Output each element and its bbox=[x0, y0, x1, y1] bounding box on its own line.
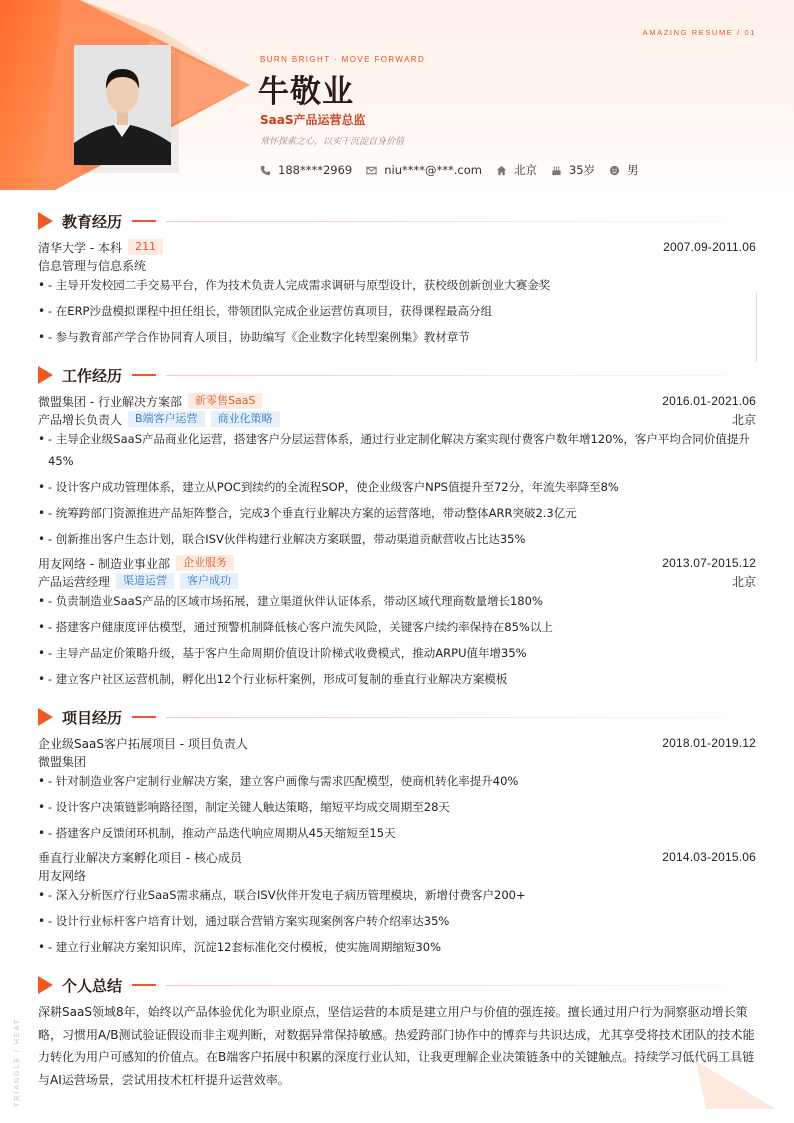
city-text: 北京 bbox=[513, 163, 537, 177]
section-dash bbox=[132, 220, 156, 222]
section-work bbox=[38, 365, 756, 385]
list-item: • - 主导企业级SaaS产品商业化运营，搭建客户分层运营体系，通过行业定制化解决方案实现付费客户数年增120%，客户平均合同价值提升45% bbox=[38, 428, 756, 472]
job-role-row bbox=[38, 573, 756, 589]
section-dash bbox=[132, 716, 156, 718]
school-tag: 211 bbox=[128, 239, 163, 255]
section-arrow-icon bbox=[38, 708, 53, 726]
contact-gender bbox=[609, 162, 639, 178]
job-city: 北京 bbox=[731, 574, 756, 589]
summary-text: 深耕SaaS领域8年，始终以产品体验优化为职业原点，坚信运营的本质是建立用户与价值的强连接。擅长通过用户行为洞察驱动增长策略，习惯用A/B测试验证假设而非主观判断，对数据异常保持敏感。热爱跨部门协作中的博弈与共识达成，尤其享受将技术团队的技术能力转化为用户可感知的价值点。在B端客户拓展中积累的深度行业认知，让我更理解企业决策链条中的关键触点。持续学习低代码工具链与AI运营场景，尝试用技术杠杆提升运营效率。 bbox=[38, 1005, 755, 1087]
project-org-row bbox=[38, 867, 756, 883]
role-tag: 渠道运营 bbox=[116, 573, 174, 589]
section-dash bbox=[132, 984, 156, 986]
job-role-row bbox=[38, 411, 756, 427]
job-date: 2016.01-2021.06 bbox=[662, 394, 756, 408]
job-city: 北京 bbox=[731, 412, 756, 427]
phone-icon bbox=[260, 165, 271, 176]
job-role: 产品运营经理 bbox=[38, 574, 111, 589]
corner-decoration bbox=[696, 1061, 776, 1111]
job-role: 产品增长负责人 bbox=[38, 412, 123, 427]
side-watermark: TRIANGLE / HEAT bbox=[14, 1018, 21, 1107]
role-tag: 商业化策略 bbox=[211, 411, 280, 427]
project-header bbox=[38, 849, 756, 865]
section-line bbox=[166, 375, 726, 376]
section-title: 工作经历 bbox=[62, 366, 123, 385]
project-org: 用友网络 bbox=[38, 868, 87, 883]
contact-city bbox=[496, 162, 537, 178]
section-line bbox=[166, 985, 726, 986]
list-item: • - 搭建客户反馈闭环机制，推动产品迭代响应周期从45天缩短至15天 bbox=[38, 822, 756, 844]
profile-photo bbox=[74, 45, 171, 165]
cake-icon bbox=[551, 165, 562, 176]
list-item: • - 设计行业标杆客户培育计划，通过联合营销方案实现案例客户转介绍率达35% bbox=[38, 910, 756, 932]
education-header bbox=[38, 239, 756, 255]
project-date: 2014.03-2015.06 bbox=[662, 850, 756, 864]
avatar-icon bbox=[74, 45, 171, 165]
project-header bbox=[38, 735, 756, 751]
role-tag: 客户成功 bbox=[180, 573, 238, 589]
age-text: 35岁 bbox=[568, 163, 596, 177]
resume-tag: AMAZING RESUME / 01 bbox=[642, 28, 756, 37]
list-item: • - 主导产品定价策略升级，基于客户生命周期价值设计阶梯式收费模式，推动ARPU值年增35% bbox=[38, 642, 756, 664]
list-item: • - 创新推出客户生态计划，联合ISV伙伴构建行业解决方案联盟，带动渠道贡献营收占比达35% bbox=[38, 528, 756, 550]
phone-text: 188****2969 bbox=[278, 163, 353, 177]
smiley-icon bbox=[609, 165, 620, 176]
motto: 常怀探索之心，以实干沉淀自身价值 bbox=[260, 137, 405, 147]
list-item: • - 参与教育部产学合作协同育人项目，协助编写《企业数字化转型案例集》教材章节 bbox=[38, 326, 756, 348]
job-company: 用友网络 - 制造业事业部 bbox=[38, 556, 170, 571]
job-date: 2013.07-2015.12 bbox=[662, 556, 756, 570]
project-date: 2018.01-2019.12 bbox=[662, 736, 756, 750]
list-item: • - 深入分析医疗行业SaaS需求痛点，联合ISV伙伴开发电子病历管理模块，新增付费客户200+ bbox=[38, 884, 756, 906]
section-arrow-icon bbox=[38, 212, 53, 230]
contact-email[interactable] bbox=[366, 163, 482, 177]
section-arrow-icon bbox=[38, 976, 53, 994]
project-org-row bbox=[38, 753, 756, 769]
project-name: 垂直行业解决方案孵化项目 - 核心成员 bbox=[38, 850, 242, 865]
slogan: BURN BRIGHT · MOVE FORWARD bbox=[260, 55, 426, 64]
project-name: 企业级SaaS客户拓展项目 - 项目负责人 bbox=[38, 736, 248, 751]
section-education bbox=[38, 211, 756, 231]
job-tag: 新零售SaaS bbox=[188, 393, 262, 409]
job-company: 微盟集团 - 行业解决方案部 bbox=[38, 394, 182, 409]
list-item: • - 设计客户成功管理体系，建立从POC到续约的全流程SOP，使企业级客户NPS值提升至72分，年流失率降至8% bbox=[38, 476, 756, 498]
contact-info bbox=[260, 162, 653, 178]
side-rule bbox=[756, 292, 757, 362]
candidate-name: 牛敬业 bbox=[258, 74, 354, 110]
school-degree: 清华大学 - 本科 bbox=[38, 240, 122, 255]
list-item: • - 针对制造业客户定制行业解决方案，建立客户画像与需求匹配模型，使商机转化率提升40% bbox=[38, 770, 756, 792]
section-arrow-icon bbox=[38, 366, 53, 384]
role-tag: B端客户运营 bbox=[128, 411, 205, 427]
job-title: SaaS产品运营总监 bbox=[260, 113, 366, 127]
list-item: • - 建立客户社区运营机制，孵化出12个行业标杆案例，形成可复制的垂直行业解决方案模板 bbox=[38, 668, 756, 690]
list-item: • - 负责制造业SaaS产品的区域市场拓展，建立渠道伙伴认证体系，带动区域代理商数量增长180% bbox=[38, 590, 756, 612]
education-major-row bbox=[38, 257, 756, 273]
section-summary bbox=[38, 975, 756, 995]
list-item: • - 设计客户决策链影响路径图，制定关键人触达策略，缩短平均成交周期至28天 bbox=[38, 796, 756, 818]
section-projects bbox=[38, 707, 756, 727]
job-tag: 企业服务 bbox=[176, 555, 234, 571]
home-icon bbox=[496, 165, 507, 176]
section-line bbox=[166, 717, 726, 718]
list-item: • - 建立行业解决方案知识库，沉淀12套标准化交付模板，使实施周期缩短30% bbox=[38, 936, 756, 958]
job-header bbox=[38, 393, 756, 409]
list-item: • - 在ERP沙盘模拟课程中担任组长，带领团队完成企业运营仿真项目，获得课程最高分组 bbox=[38, 300, 756, 322]
education-major: 信息管理与信息系统 bbox=[38, 258, 147, 273]
job-header bbox=[38, 555, 756, 571]
section-title: 个人总结 bbox=[62, 976, 123, 995]
mail-icon bbox=[366, 165, 377, 176]
email-text: niu****@***.com bbox=[384, 163, 482, 177]
list-item: • - 主导开发校园二手交易平台，作为技术负责人完成需求调研与原型设计，获校级创新创业大赛金奖 bbox=[38, 274, 756, 296]
contact-age bbox=[551, 162, 595, 178]
section-title: 教育经历 bbox=[62, 212, 123, 231]
gender-text: 男 bbox=[627, 163, 639, 177]
contact-phone[interactable] bbox=[260, 163, 352, 177]
section-dash bbox=[132, 374, 156, 376]
education-date: 2007.09-2011.06 bbox=[663, 240, 756, 254]
project-org: 微盟集团 bbox=[38, 754, 87, 769]
section-line bbox=[166, 221, 726, 222]
list-item: • - 统筹跨部门资源推进产品矩阵整合，完成3个垂直行业解决方案的运营落地，带动整体ARR突破2.3亿元 bbox=[38, 502, 756, 524]
section-title: 项目经历 bbox=[62, 708, 123, 727]
list-item: • - 搭建客户健康度评估模型，通过预警机制降低核心客户流失风险，关键客户续约率保持在85%以上 bbox=[38, 616, 756, 638]
